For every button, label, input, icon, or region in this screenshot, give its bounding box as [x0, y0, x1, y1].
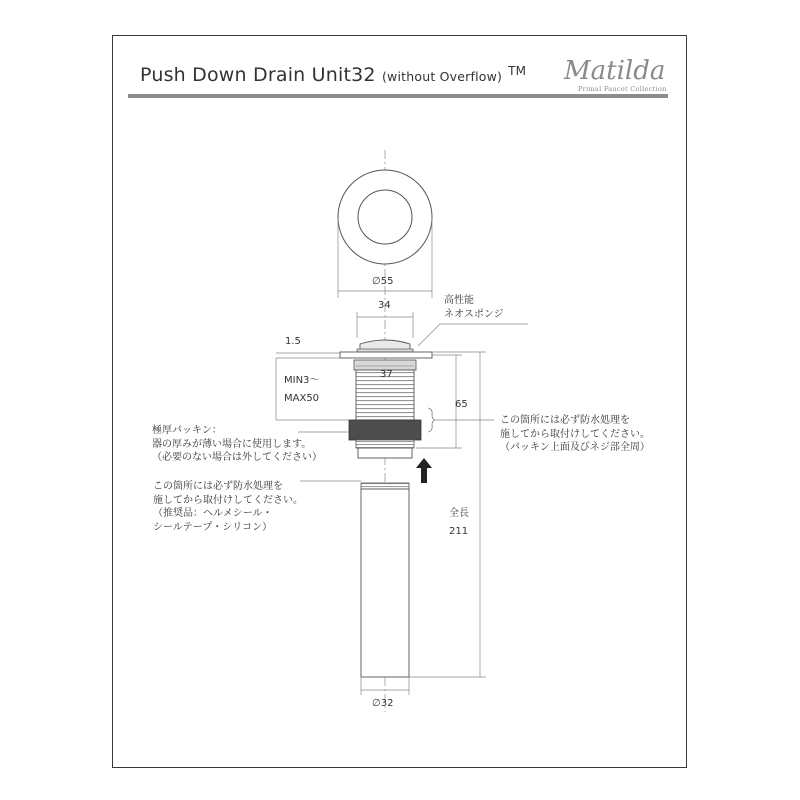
note-waterproof-left-line: （推奨品：ヘルメシール・	[153, 508, 273, 519]
label-tail-diameter: ∅32	[372, 698, 394, 709]
note-waterproof-left	[153, 480, 303, 534]
title-subtitle: (without Overflow)	[381, 69, 503, 84]
label-total-length-value: 211	[449, 526, 469, 537]
waterproof-brace	[428, 408, 435, 432]
note-sponge	[444, 294, 504, 321]
brand-logo: Matilda	[564, 56, 666, 86]
note-gasket-line: 極厚パッキン：	[152, 425, 222, 436]
lock-nut	[358, 448, 412, 458]
note-gasket-line: （必要のない場合は外してください）	[152, 452, 322, 463]
label-counter-max: MAX50	[284, 393, 320, 404]
label-total-length: 全長	[449, 508, 469, 519]
note-gasket	[152, 424, 322, 465]
label-thread-height: 65	[455, 399, 468, 410]
label-flange-thickness: 1.5	[285, 336, 301, 347]
note-sponge-line: ネオスポンジ	[444, 308, 504, 320]
note-waterproof-right-line: この箇所には必ず防水処理を	[500, 415, 630, 426]
note-gasket-line: 器の厚みが薄い場合に使用します。	[152, 438, 312, 450]
note-sponge-line: 高性能	[444, 295, 474, 306]
install-arrow-icon	[416, 458, 432, 483]
note-waterproof-left-line: この箇所には必ず防水処理を	[153, 481, 283, 492]
lower-thread	[356, 440, 414, 448]
dim-flange-thickness	[276, 353, 340, 358]
sponge-leader	[418, 324, 528, 346]
label-counter-min: MIN3〜	[284, 375, 320, 386]
label-cap-width: 34	[378, 300, 391, 311]
dim-counter-thickness	[276, 358, 349, 420]
title-main: Push Down Drain Unit32	[140, 64, 376, 86]
thick-gasket	[349, 420, 421, 440]
pop-up-cap	[357, 340, 413, 352]
note-waterproof-left-line: 施してから取付けしてください。	[153, 494, 303, 506]
trademark-mark: TM	[508, 64, 527, 78]
tail-pipe	[361, 483, 409, 677]
note-waterproof-right-line: 施してから取付けしてください。	[500, 428, 650, 440]
dim-total-length	[409, 352, 486, 677]
note-waterproof-right-line: （パッキン上面及びネジ部全周）	[500, 442, 650, 453]
flange	[340, 352, 432, 358]
flange-top-view	[338, 170, 432, 264]
label-body-width: 37	[380, 369, 393, 380]
note-waterproof-right	[500, 414, 650, 455]
label-flange-diameter: ∅55	[372, 276, 394, 287]
note-waterproof-left-line: シールテープ・シリコン）	[153, 521, 273, 533]
brand-tagline: Primal Faucet Collection	[578, 85, 667, 93]
